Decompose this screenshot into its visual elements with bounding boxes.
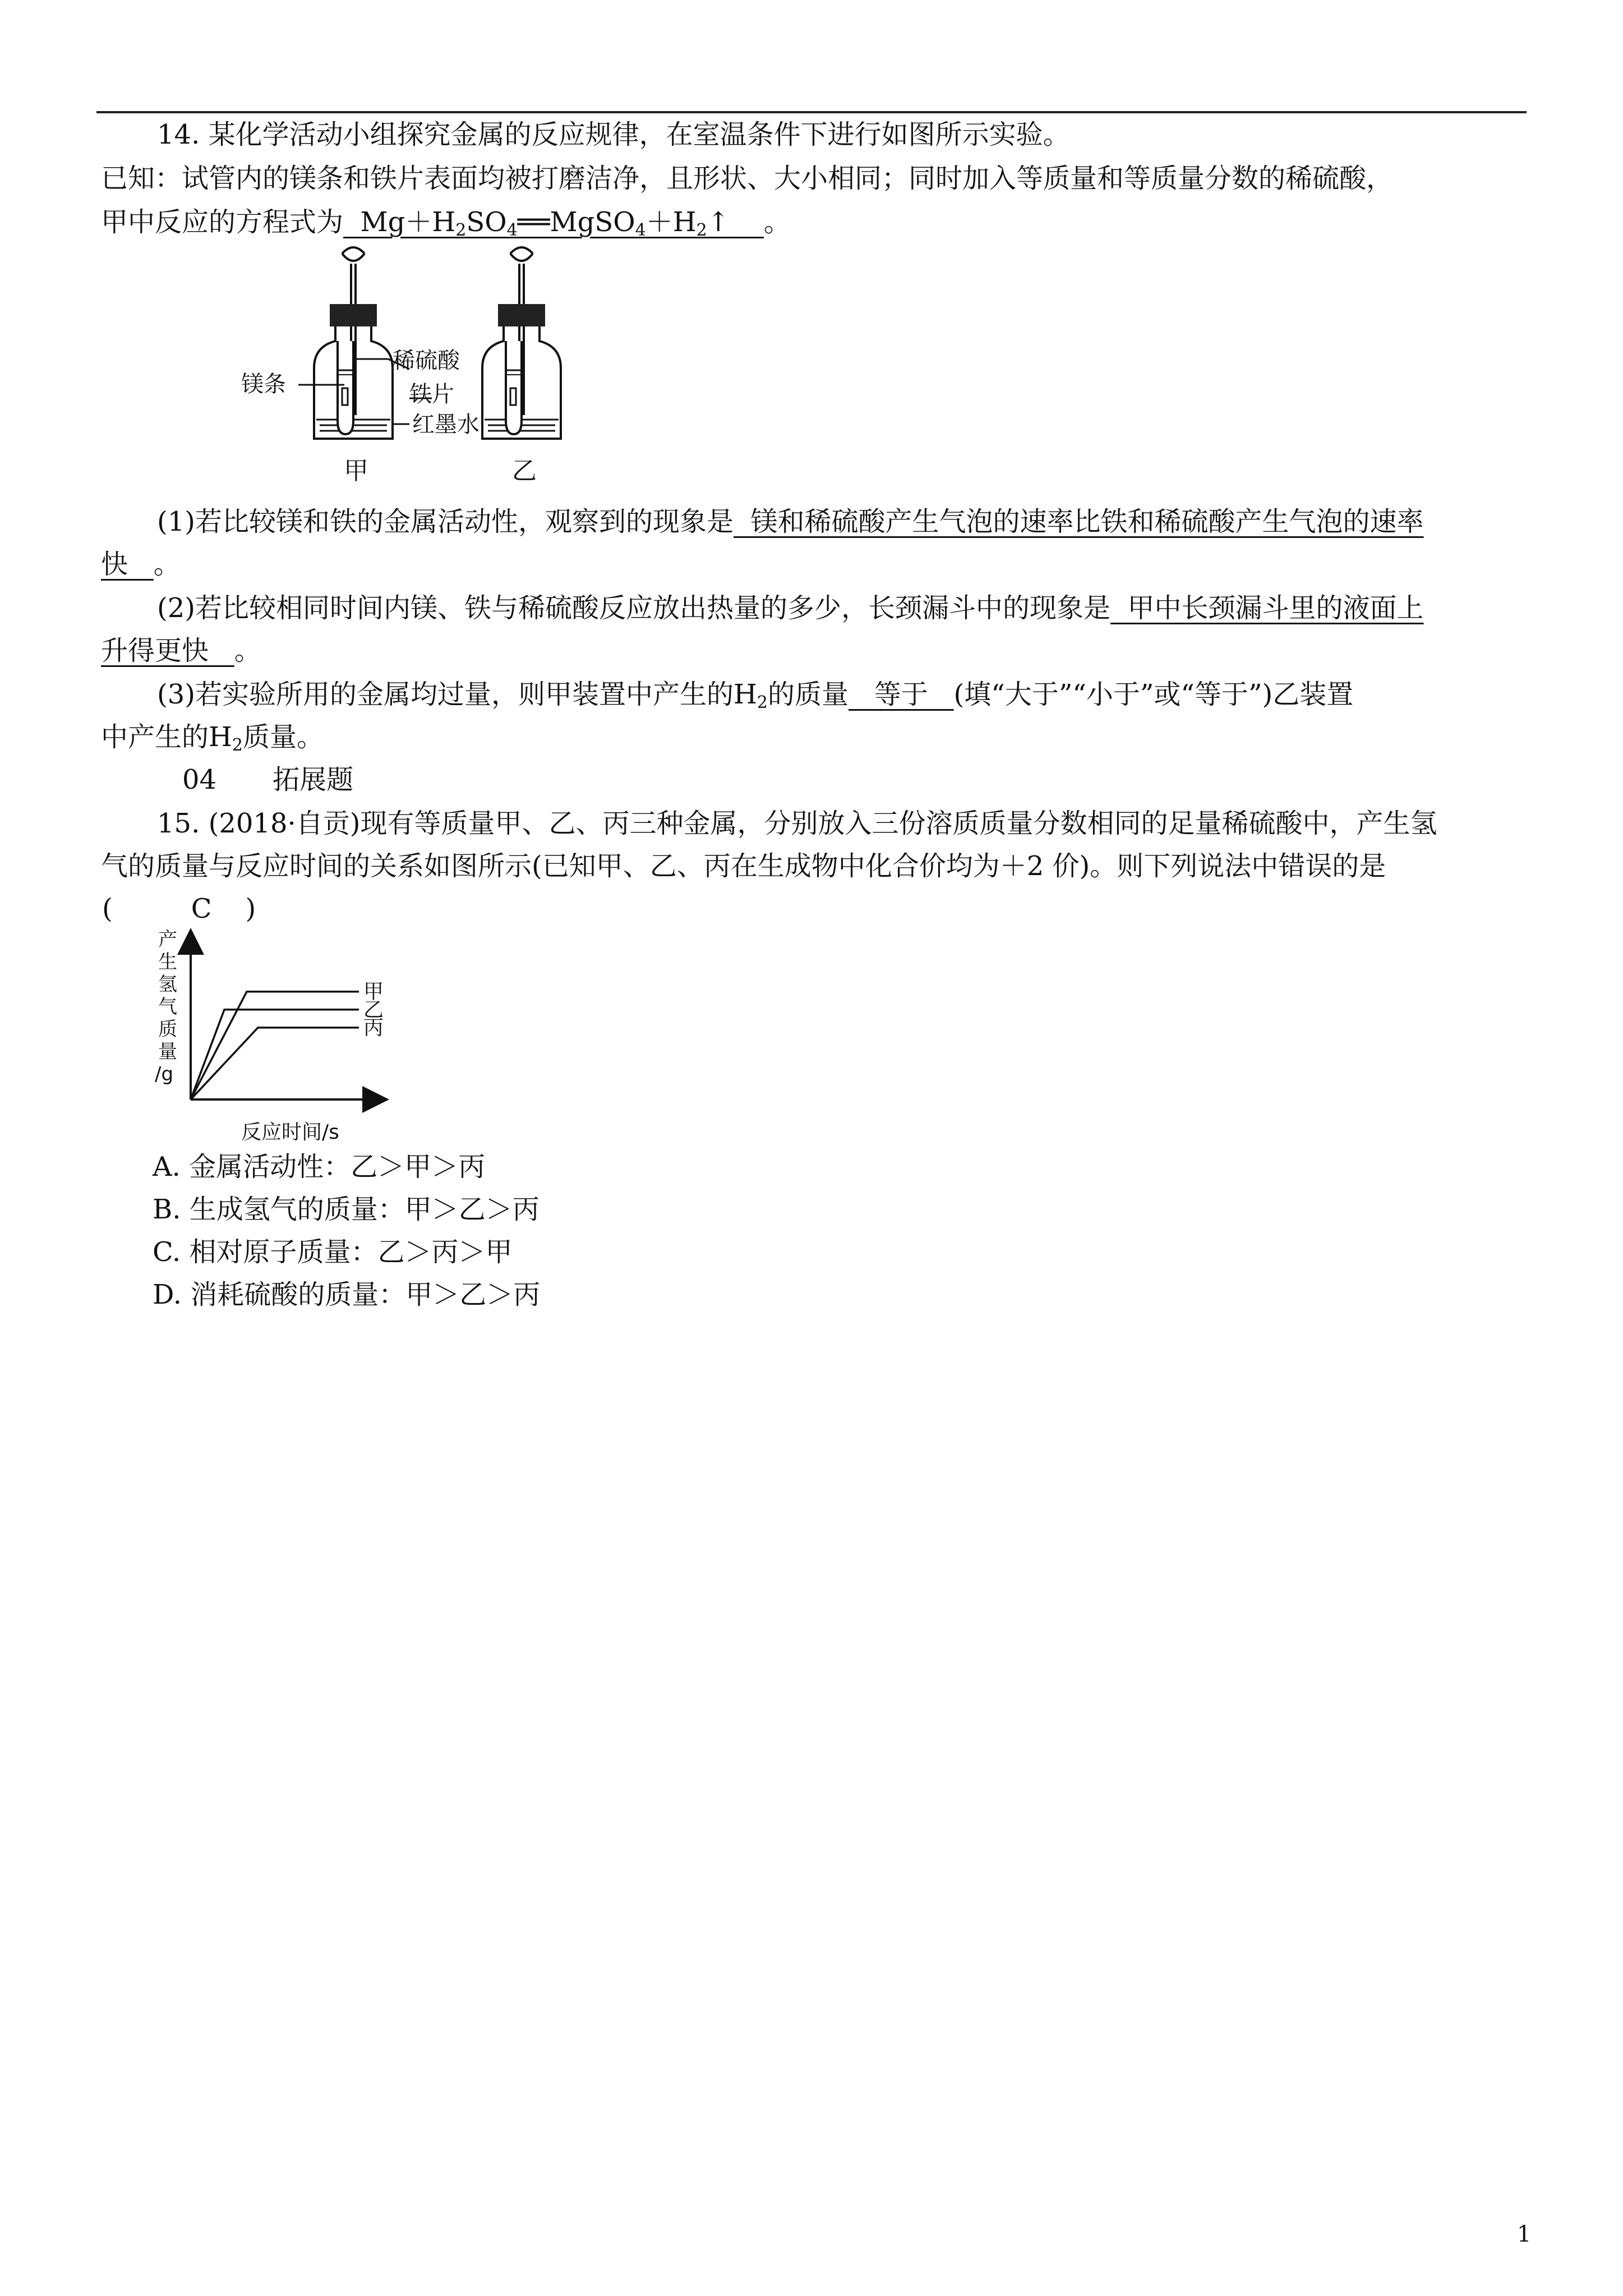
label-ink: 红墨水 — [412, 412, 479, 438]
q14-known-line1: 已知：试管内的镁条和铁片表面均被打磨洁净，且形状、大小相同；同时加入等质量和等质量分数的稀硫酸， — [101, 163, 1394, 194]
label-mg: 镁条 — [241, 371, 286, 397]
q14-part3-line2: 中产生的$H_2$质量。 — [101, 721, 324, 755]
q14-part2-line1: (2)若比较相同时间内镁、铁与稀硫酸反应放出热量的多少，长颈漏斗中的现象是 甲中长颈漏斗里的液面上 — [157, 592, 1424, 624]
label-fe: 铁片 — [409, 381, 454, 407]
q14-title: 14. 某化学活动小组探究金属的反应规律，在室温条件下进行如图所示实验。 — [157, 119, 1070, 150]
q15-option-d: D. 消耗硫酸的质量：甲＞乙＞丙 — [153, 1279, 541, 1310]
top-rule — [96, 111, 1527, 113]
caption-yi: 乙 — [512, 457, 537, 485]
q14-part1-line2: 快 。 — [101, 549, 181, 580]
q15-option-c: C. 相对原子质量：乙＞丙＞甲 — [153, 1236, 513, 1268]
stopper-jia — [330, 304, 377, 326]
series-line — [191, 1010, 359, 1099]
y-axis-label-char: 质 — [158, 1018, 177, 1041]
label-acid: 稀硫酸 — [393, 348, 460, 374]
series-line — [191, 1028, 359, 1099]
q15-line1: 15. (2018·自贡)现有等质量甲、乙、丙三种金属，分别放入三份溶质质量分数相同的足量稀硫酸中，产生氢 — [157, 808, 1437, 839]
q15-line2: 气的质量与反应时间的关系如图所示(已知甲、乙、丙在生成物中化合价均为＋2 价)。则下列说法中错误的是 — [101, 850, 1386, 882]
hydrogen-mass-chart — [146, 926, 404, 1150]
x-axis-label: 反应时间/s — [241, 1121, 339, 1144]
q14-known-line2: 甲中反应的方程式为 $Mg+H_2SO_4══MgSO_4+H_2↑$ 。 — [101, 206, 791, 240]
q14-part3-answer: 等于 — [874, 679, 928, 710]
series-label: 甲 — [363, 980, 384, 1004]
q15-option-a: A. 金属活动性：乙＞甲＞丙 — [153, 1151, 486, 1182]
q15-option-b: B. 生成氢气的质量：甲＞乙＞丙 — [153, 1194, 540, 1225]
q14-equation-answer: $Mg+H_2SO_4══MgSO_4+H_2↑$ — [360, 206, 730, 240]
section-number: 04 — [182, 764, 217, 795]
y-axis-label-char: 产 — [158, 928, 177, 951]
q15-answer: C — [191, 893, 212, 924]
q14-part3-line1: (3)若实验所用的金属均过量，则甲装置中产生的$H_2$的质量 等于 (填“大于”“小于”或“等于”)乙装置 — [157, 679, 1354, 712]
series-line — [191, 992, 359, 1099]
q14-part2-line2: 升得更快 。 — [101, 635, 261, 666]
y-axis-label-char: 生 — [158, 951, 177, 973]
series-label: 丙 — [363, 1016, 384, 1039]
y-axis-label — [155, 928, 177, 1085]
section-heading — [182, 763, 353, 797]
q14-part1-line1: (1)若比较镁和铁的金属活动性，观察到的现象是 镁和稀硫酸产生气泡的速率比铁和稀硫酸产生气泡的速率 — [157, 506, 1424, 537]
apparatus-figure — [241, 241, 600, 499]
q14-part1-answer: 镁和稀硫酸产生气泡的速率比铁和稀硫酸产生气泡的速率 — [750, 506, 1424, 537]
section-title: 拓展题 — [273, 764, 354, 795]
q14-equation-prefix: 甲中反应的方程式为 — [101, 206, 344, 238]
y-axis-label-char: /g — [155, 1063, 174, 1085]
y-axis-label-char: 气 — [158, 996, 177, 1018]
q15-answer-line: ( C ) — [102, 893, 256, 924]
series-group — [191, 981, 384, 1099]
page-number: 1 — [1517, 2221, 1532, 2247]
caption-jia: 甲 — [344, 457, 368, 485]
q14-part2-answer: 甲中长颈漏斗里的液面上 — [1127, 592, 1424, 624]
series-label: 乙 — [363, 998, 384, 1022]
stopper-yi — [498, 304, 545, 326]
y-axis-label-char: 量 — [158, 1041, 177, 1063]
y-axis-label-char: 氢 — [158, 973, 177, 996]
